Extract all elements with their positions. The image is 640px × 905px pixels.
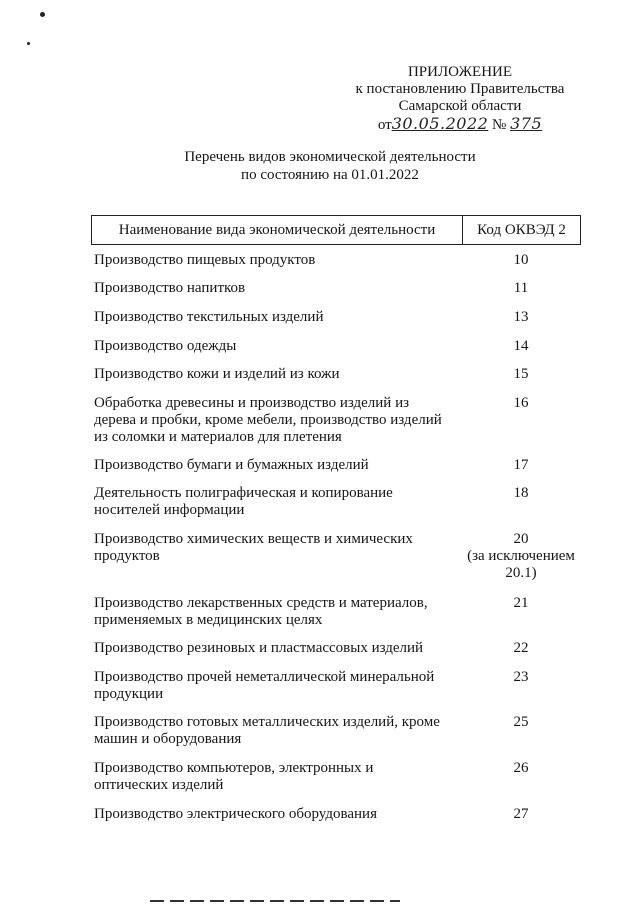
footer-divider — [150, 900, 400, 902]
appendix-title: ПРИЛОЖЕНИЕ — [407, 64, 513, 80]
okved-code: 18 — [513, 485, 529, 501]
appendix-resolution-line: к постановлению Правительства — [355, 81, 565, 97]
okved-code: 11 — [513, 280, 529, 296]
okved-code: 17 — [513, 457, 529, 473]
okved-code: 10 — [513, 252, 529, 268]
okved-code: 13 — [513, 309, 529, 325]
activity-name: Производство электрического оборудования — [94, 806, 377, 822]
number-value: 375 — [510, 114, 543, 133]
header-name-cell: Наименование вида экономической деятельности — [92, 216, 463, 244]
document-title-line2: по состоянию на 01.01.2022 — [241, 167, 419, 183]
header-code-cell: Код ОКВЭД 2 — [477, 221, 566, 238]
activity-name: Производство бумаги и бумажных изделий — [94, 457, 369, 473]
activity-name: Производство одежды — [94, 338, 237, 354]
okved-code: 20 (за исключением 20.1) — [467, 531, 575, 581]
activity-name: Деятельность полиграфическая и копирование носителей информации — [94, 485, 393, 518]
okved-code: 15 — [513, 366, 529, 382]
number-prefix: № — [492, 117, 507, 133]
okved-code: 14 — [513, 338, 529, 354]
activity-name: Производство пищевых продуктов — [94, 252, 316, 268]
activity-name: Производство компьютеров, электронных и оптических изделий — [94, 760, 374, 793]
okved-code: 25 — [513, 714, 529, 730]
activity-name: Производство резиновых и пластмассовых изделий — [94, 640, 424, 656]
date-value: 30.05.2022 — [391, 114, 489, 133]
appendix-region-line: Самарской области — [398, 98, 522, 114]
okved-code: 26 — [513, 760, 529, 776]
date-prefix: от — [377, 117, 392, 133]
okved-code: 22 — [513, 640, 529, 656]
activity-name: Производство напитков — [94, 280, 246, 296]
okved-code: 23 — [513, 669, 529, 685]
okved-code: 21 — [513, 595, 529, 611]
okved-code: 16 — [513, 395, 529, 411]
activity-name: Производство кожи и изделий из кожи — [94, 366, 340, 382]
activity-name: Производство прочей неметаллической минеральной продукции — [94, 669, 435, 702]
document-title-line1: Перечень видов экономической деятельности — [184, 149, 476, 165]
activity-name: Обработка древесины и производство изделий из дерева и пробки, кроме мебели, производство изделий из соломки и материалов для плетения — [94, 395, 442, 445]
okved-code: 27 — [513, 806, 529, 822]
activity-name: Производство лекарственных средств и материалов, применяемых в медицинских целях — [94, 595, 428, 628]
activity-name: Производство химических веществ и химических продуктов — [94, 531, 413, 564]
activity-name: Производство текстильных изделий — [94, 309, 324, 325]
activity-name: Производство готовых металлических изделий, кроме машин и оборудования — [94, 714, 440, 747]
